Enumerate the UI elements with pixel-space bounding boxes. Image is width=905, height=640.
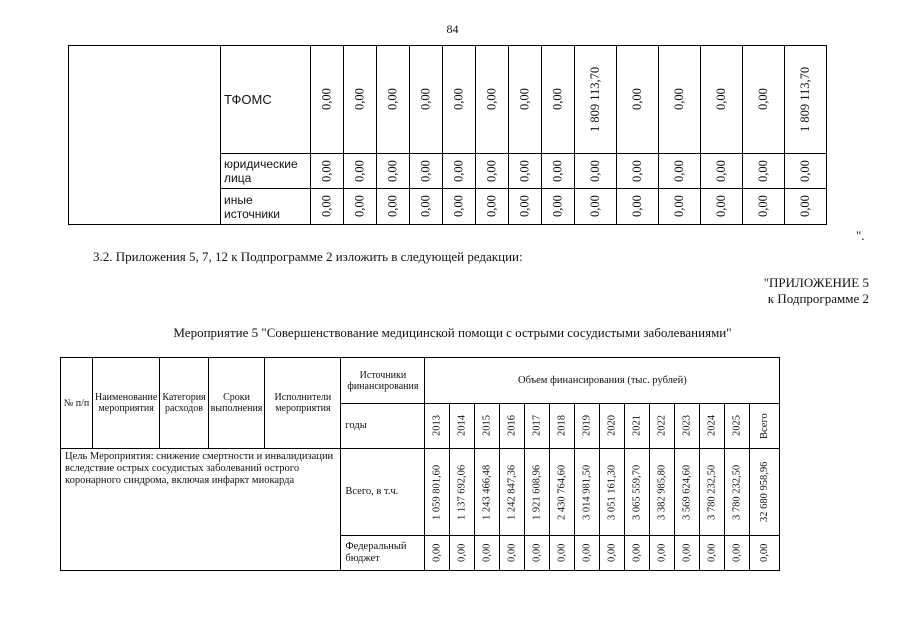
value-text: 0,00 [418, 88, 433, 111]
value-cell [617, 154, 659, 189]
amount-text: 3 065 559,70 [631, 464, 643, 520]
year-text: 2025 [731, 415, 743, 437]
value-text: 0,00 [756, 160, 770, 182]
amount-cell [650, 449, 675, 536]
amount-cell [650, 536, 675, 571]
value-cell [743, 154, 785, 189]
value-cell [575, 154, 617, 189]
value-text: 0,00 [385, 195, 400, 218]
value-text: 0,00 [588, 160, 602, 182]
year-header [475, 404, 500, 449]
amount-cell [625, 536, 650, 571]
value-text: 0,00 [484, 160, 499, 182]
amount-text: 32 680 958,96 [759, 461, 771, 523]
funding-source-label: Всего, в т.ч. [341, 449, 425, 536]
value-text: 0,00 [672, 88, 686, 111]
amount-cell [725, 449, 750, 536]
amount-text: 0,00 [431, 543, 443, 563]
value-text: 0,00 [756, 195, 770, 218]
amount-text: 0,00 [731, 543, 743, 563]
value-text: 0,00 [714, 88, 728, 111]
amount-text: 1 242 847,36 [506, 464, 518, 520]
value-cell [443, 154, 476, 189]
header-executor: Исполнители мероприятия [265, 358, 341, 449]
value-text: 0,00 [672, 160, 686, 182]
value-cell [344, 189, 377, 225]
amount-cell [525, 449, 550, 536]
year-header [625, 404, 650, 449]
value-cell [410, 46, 443, 154]
value-cell [701, 46, 743, 154]
value-text: 0,00 [484, 88, 499, 111]
amount-cell [450, 536, 475, 571]
appendix-subtitle: к Подпрограмме 2 [767, 291, 869, 306]
amount-text: 1 059 801,60 [431, 464, 443, 520]
value-cell [344, 46, 377, 154]
value-text: 0,00 [517, 160, 532, 182]
value-text: 0,00 [630, 88, 644, 111]
amount-text: 3 051 161,30 [606, 464, 618, 520]
value-cell [785, 189, 827, 225]
value-text: 0,00 [550, 195, 565, 218]
amount-cell [675, 449, 700, 536]
amount-cell [425, 536, 450, 571]
value-text: 0,00 [319, 160, 334, 182]
value-text: 0,00 [517, 195, 532, 218]
value-cell [509, 189, 542, 225]
value-cell [311, 189, 344, 225]
amount-cell [750, 536, 780, 571]
amount-text: 3 780 232,50 [706, 464, 718, 520]
value-text: 0,00 [418, 160, 433, 182]
year-text: 2019 [581, 415, 593, 437]
value-text: 0,00 [756, 88, 770, 111]
header-sources: Источники финансирования [341, 358, 425, 404]
amount-text: 0,00 [581, 543, 593, 563]
value-cell [659, 46, 701, 154]
value-text: 0,00 [451, 160, 466, 182]
amount-text: 3 780 232,50 [731, 464, 743, 520]
value-cell [542, 154, 575, 189]
appendix-title: "ПРИЛОЖЕНИЕ 5 [763, 275, 869, 290]
header-terms: Сроки выполнения [208, 358, 265, 449]
year-text: 2014 [456, 415, 468, 437]
source-label: ТФОМС [221, 46, 311, 154]
value-text: 0,00 [352, 160, 367, 182]
year-header [675, 404, 700, 449]
amount-cell [425, 449, 450, 536]
row-total [61, 449, 780, 536]
value-text: 0,00 [319, 88, 334, 111]
value-cell [701, 154, 743, 189]
value-cell [785, 46, 827, 154]
value-text: 0,00 [319, 195, 334, 218]
value-text: 0,00 [352, 195, 367, 218]
value-cell [659, 189, 701, 225]
amount-text: 3 014 981,50 [581, 464, 593, 520]
year-header [600, 404, 625, 449]
value-text: 0,00 [630, 195, 644, 218]
value-cell [743, 189, 785, 225]
value-text: 0,00 [451, 195, 466, 218]
year-text: 2020 [606, 415, 618, 437]
year-text: 2015 [481, 415, 493, 437]
amount-text: 0,00 [631, 543, 643, 563]
blank-merged-cell [69, 46, 221, 225]
value-text: 0,00 [352, 88, 367, 111]
year-text: 2023 [681, 415, 693, 437]
amount-text: 1 921 608,96 [531, 464, 543, 520]
value-cell [542, 46, 575, 154]
year-text: 2018 [556, 415, 568, 437]
amount-text: 0,00 [481, 543, 493, 563]
year-header [725, 404, 750, 449]
amount-cell [475, 536, 500, 571]
value-cell [377, 154, 410, 189]
closing-quote: ". [856, 228, 865, 243]
row-tfoms [69, 46, 827, 154]
value-cell [509, 154, 542, 189]
header-volume: Объем финансирования (тыс. рублей) [425, 358, 780, 404]
year-text: 2016 [506, 415, 518, 437]
value-text: 0,00 [798, 160, 812, 182]
value-cell [476, 189, 509, 225]
amount-cell [600, 536, 625, 571]
value-text: 1 809 113,70 [588, 66, 602, 133]
amount-text: 0,00 [556, 543, 568, 563]
amendment-paragraph: 3.2. Приложения 5, 7, 12 к Подпрограмме 2 изложить в следующей редакции: [93, 249, 523, 264]
value-cell [743, 46, 785, 154]
value-cell [575, 46, 617, 154]
value-cell [575, 189, 617, 225]
value-cell [410, 154, 443, 189]
value-text: 0,00 [630, 160, 644, 182]
amount-cell [625, 449, 650, 536]
value-cell [617, 189, 659, 225]
value-cell [785, 154, 827, 189]
amount-cell [550, 536, 575, 571]
value-text: 0,00 [484, 195, 499, 218]
value-text: 0,00 [714, 195, 728, 218]
amount-cell [450, 449, 475, 536]
amount-cell [500, 536, 525, 571]
value-cell [542, 189, 575, 225]
amount-text: 2 430 764,60 [556, 464, 568, 520]
year-text: 2022 [656, 415, 668, 437]
amount-cell [475, 449, 500, 536]
value-text: 0,00 [672, 195, 686, 218]
amount-text: 1 243 466,48 [481, 464, 493, 520]
year-text: 2021 [631, 415, 643, 437]
year-text: 2013 [431, 415, 443, 437]
year-text: Всего [759, 413, 771, 439]
amount-text: 0,00 [531, 543, 543, 563]
value-cell [311, 154, 344, 189]
amount-cell [575, 536, 600, 571]
amount-cell [750, 449, 780, 536]
amount-cell [725, 536, 750, 571]
financing-table-continued [68, 45, 827, 225]
amount-text: 0,00 [606, 543, 618, 563]
year-header [450, 404, 475, 449]
value-cell [443, 189, 476, 225]
amount-cell [700, 536, 725, 571]
amount-cell [500, 449, 525, 536]
value-text: 0,00 [798, 195, 812, 218]
value-text: 0,00 [385, 88, 400, 111]
year-header [425, 404, 450, 449]
value-cell [344, 154, 377, 189]
year-text: 2017 [531, 415, 543, 437]
value-text: 0,00 [588, 195, 602, 218]
amount-cell [600, 449, 625, 536]
value-cell [410, 189, 443, 225]
measure-heading: Мероприятие 5 "Совершенствование медицинской помощи с острыми сосудистыми заболеваниями" [173, 325, 732, 340]
value-cell [509, 46, 542, 154]
value-text: 0,00 [714, 160, 728, 182]
value-text: 0,00 [550, 88, 565, 111]
value-text: 0,00 [418, 195, 433, 218]
measure-financing-table [60, 357, 780, 571]
value-text: 0,00 [550, 160, 565, 182]
amount-text: 0,00 [759, 543, 771, 563]
value-cell [311, 46, 344, 154]
value-cell [617, 46, 659, 154]
year-header [500, 404, 525, 449]
header-years-label: годы [341, 404, 425, 449]
amount-text: 3 382 985,80 [656, 464, 668, 520]
amount-text: 0,00 [706, 543, 718, 563]
value-cell [377, 189, 410, 225]
value-cell [476, 154, 509, 189]
source-label: иные источники [221, 189, 311, 225]
value-text: 1 809 113,70 [798, 66, 812, 133]
appendix-header [764, 275, 869, 307]
year-header [700, 404, 725, 449]
header-name: Наименование мероприятия [93, 358, 160, 449]
amount-text: 1 137 692,06 [456, 464, 468, 520]
value-cell [659, 154, 701, 189]
year-header [650, 404, 675, 449]
source-label: юридические лица [221, 154, 311, 189]
year-header [550, 404, 575, 449]
measure-goal: Цель Мероприятия: снижение смертности и инвалидизации вследствие острых сосудистых заболеваний острого коронарного синдрома, включая инфаркт миокарда [61, 449, 341, 571]
amount-cell [525, 536, 550, 571]
amount-cell [675, 536, 700, 571]
value-text: 0,00 [517, 88, 532, 111]
year-header [525, 404, 550, 449]
amount-text: 0,00 [506, 543, 518, 563]
amount-text: 3 569 624,60 [681, 464, 693, 520]
amount-cell [700, 449, 725, 536]
header-category: Категория расходов [160, 358, 208, 449]
amount-text: 0,00 [681, 543, 693, 563]
page-number: 84 [446, 22, 459, 36]
value-text: 0,00 [451, 88, 466, 111]
year-header [575, 404, 600, 449]
value-text: 0,00 [385, 160, 400, 182]
header-number: № п/п [61, 358, 93, 449]
value-cell [476, 46, 509, 154]
amount-cell [550, 449, 575, 536]
amount-text: 0,00 [456, 543, 468, 563]
value-cell [443, 46, 476, 154]
year-text: 2024 [706, 415, 718, 437]
value-cell [701, 189, 743, 225]
year-header [750, 404, 780, 449]
funding-source-label: Федеральный бюджет [341, 536, 425, 571]
amount-cell [575, 449, 600, 536]
amount-text: 0,00 [656, 543, 668, 563]
value-cell [377, 46, 410, 154]
